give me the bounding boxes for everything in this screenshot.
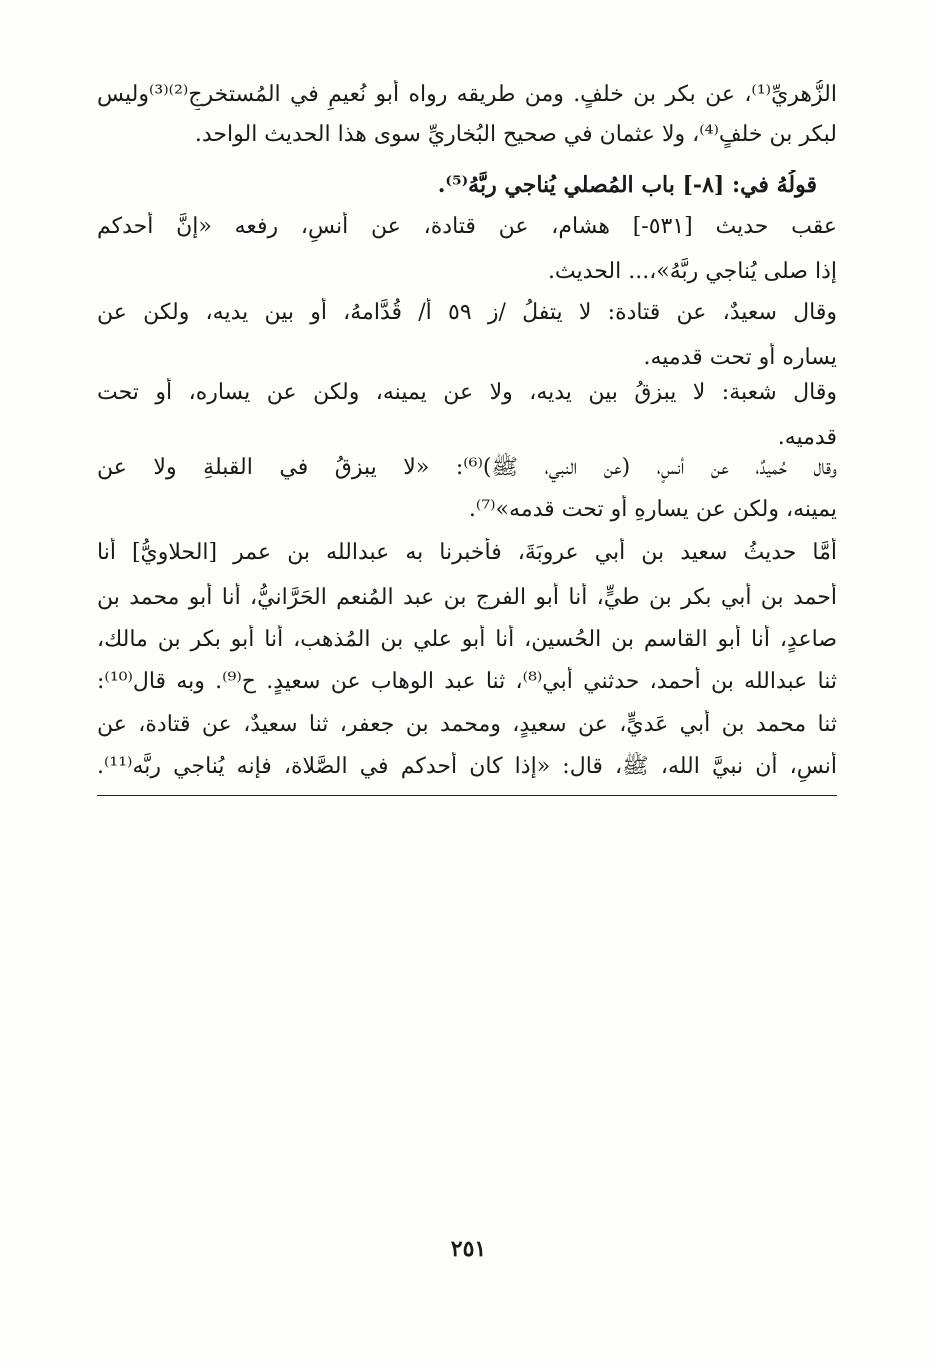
footnote-divider bbox=[97, 795, 837, 796]
text-line: لبكر بن خلفٍ⁽⁴⁾، ولا عثمان في صحيح البُخاريِّ سوى هذا الحديث الواحد. bbox=[194, 122, 837, 147]
text-line: أمَّا حديثُ سعيد بن أبي عروبَةَ، فأخبرنا به عبدالله بن عمر [الحلاويُّ] أنا bbox=[97, 540, 837, 565]
text-line: صاعدٍ، أنا أبو القاسم بن الحُسين، أنا أبو علي بن المُذهب، أنا أبو بكر بن مالك، bbox=[97, 627, 837, 652]
text-line: إذا صلى يُناجي ربَّهُ»،... الحديث. bbox=[547, 259, 837, 284]
text-line: وقال سعيدٌ، عن قتادة: لا يتفلُ /ز ٥٩ أ/ قُدَّامهُ، أو بين يديه، ولكن عن bbox=[97, 300, 837, 325]
text-line: قدميه. bbox=[777, 425, 837, 450]
text-line: يساره أو تحت قدميه. bbox=[643, 345, 837, 370]
text-line: أنسٍ، أن نبيَّ الله، ﷺ، قال: «إذا كان أحدكم في الصَّلاة، فإنه يُناجي ربَّه⁽¹¹⁾. bbox=[97, 754, 837, 779]
text-line: الزُّهريِّ⁽¹⁾، عن بكر بن خلفٍ. ومن طريقه رواه أبو نُعيمٍ في المُستخرجِ⁽²⁾⁽³⁾وليس bbox=[97, 82, 837, 107]
text-line: عقب حديث [٥٣١-] هشام، عن قتادة، عن أنسٍ، رفعه «إنَّ أحدكم bbox=[97, 214, 837, 239]
text-line: ثنا عبدالله بن أحمد، حدثني أبي⁽⁸⁾، ثنا عبد الوهاب عن سعيدٍ. ح⁽⁹⁾. وبه قال⁽¹⁰⁾: bbox=[97, 669, 837, 694]
text-line: يمينه، ولكن عن يسارهِ أو تحت قدمه»⁽⁷⁾. bbox=[468, 497, 837, 522]
text-line: وقال شعبة: لا يبزقُ بين يديه، ولا عن يمينه، ولكن عن يساره، أو تحت bbox=[97, 380, 837, 405]
text-line: ثنا محمد بن أبي عَديٍّ، عن سعيدٍ، ومحمد بن جعفر، ثنا سعيدٌ، عن قتادة، عن bbox=[97, 712, 837, 737]
page-number: ٢٥١ bbox=[450, 1236, 487, 1262]
text-line: أحمد بن أبي بكر بن طيٍّ، أنا أبو الفرج بن عبد المُنعم الحَرَّانيُّ، أنا أبو محمد بن bbox=[97, 585, 837, 610]
text-line: وقال حُميدٌ، عن أنسٍ، (عن النبي، ﷺ)⁽⁶⁾: «لا يبزقُ في القبلةِ ولا عن bbox=[97, 455, 837, 480]
section-heading: قولُهُ في: [٨-] باب المُصلي يُناجي ربَّهُ⁽⁵⁾. bbox=[437, 172, 817, 198]
